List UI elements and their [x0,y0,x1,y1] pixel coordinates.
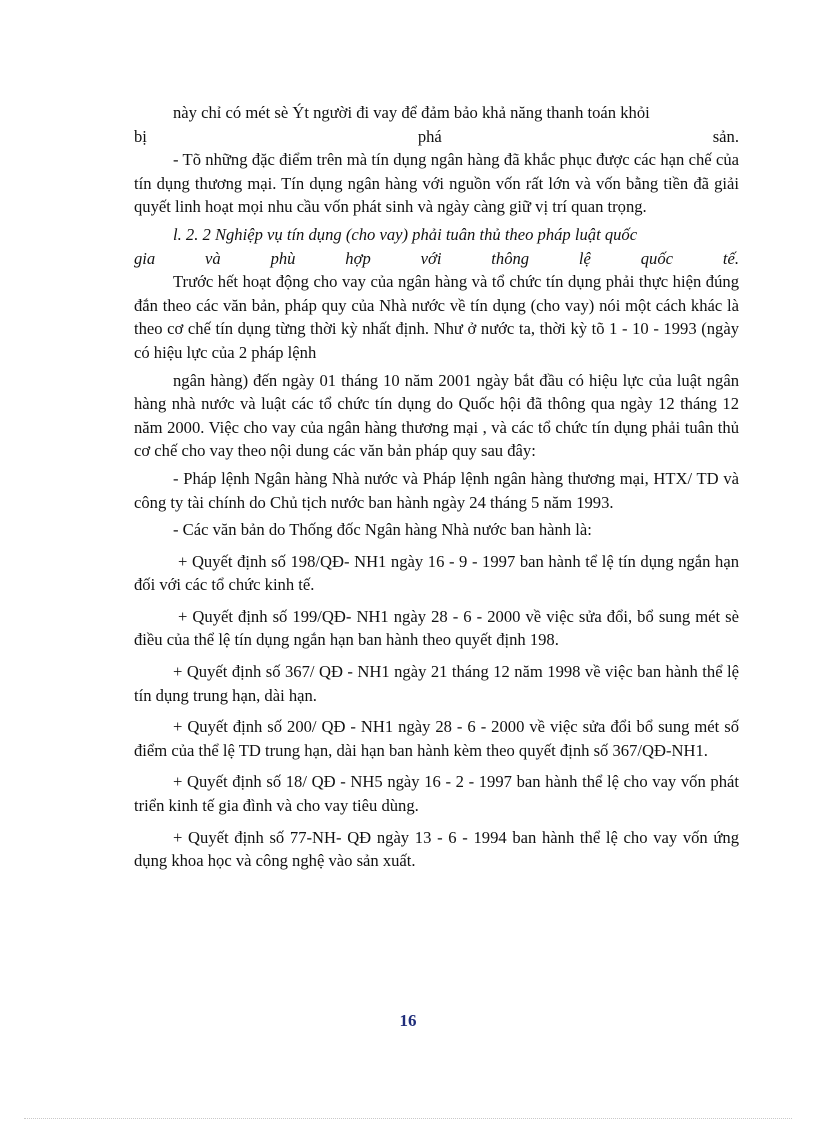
list-item-4: + Quyết định số 200/ QĐ - NH1 ngày 28 - 6 - 2000 về việc sửa đổi bổ sung mét số điểm của thể lệ TD trung hạn, dài hạn ban hành kèm theo quyết định số 367/QĐ-NH1. [134,717,739,760]
paragraph-6: - Các văn bản do Thống đốc Ngân hàng Nhà nước ban hành là: [173,520,592,540]
paragraph-1: này chỉ có mét sè Ýt người đi vay để đảm bảo khả năng thanh toán khỏi [173,103,650,122]
paragraph-3: Trước hết hoạt động cho vay của ngân hàng và tổ chức tín dụng phải thực hiện đúng đắn theo các văn bản, pháp quy của Nhà nước về tín dụng (cho vay) nói một cách khác là theo cơ chế tín dụng từng thời kỳ nhất định. Như ở nước ta, thời kỳ tõ 1 - 10 - 1993 (ngày có hiệu lực của 2 pháp lệnh [134,272,739,362]
list-item-3: + Quyết định số 367/ QĐ - NH1 ngày 21 tháng 12 năm 1998 về việc ban hành thể lệ tín dụng trung hạn, dài hạn. [134,662,739,705]
footer-divider [24,1118,792,1119]
list-item-6: + Quyết định số 77-NH- QĐ ngày 13 - 6 - 1994 ban hành thể lệ cho vay vốn ứng dụng khoa học và công nghệ vào sản xuất. [134,827,739,871]
paragraph-5: - Pháp lệnh Ngân hàng Nhà nước và Pháp lệnh ngân hàng thương mại, HTX/ TD và công ty tài chính do Chủ tịch nước ban hành ngày 24 tháng 5 năm 1993. [134,468,739,512]
page-number: 16 [399,1011,417,1030]
paragraph-1-continuation: bị phá sản. [134,126,739,146]
list-item-1: + Quyết định số 198/QĐ- NH1 ngày 16 - 9 - 1997 ban hành tể lệ tín dụng ngắn hạn đối với các tổ chức kinh tế. [134,551,739,595]
paragraph-2: - Tõ những đặc điểm trên mà tín dụng ngân hàng đã khắc phục được các hạn chế của tín dụng thương mại. Tín dụng ngân hàng với nguồn vốn rất lớn và vốn bằng tiền đã giải quyết linh hoạt mọi nhu cầu vốn phát sinh và ngày càng giữ vị trí quan trọng. [134,150,739,217]
section-heading: l. 2. 2 Nghiệp vụ tín dụng (cho vay) phải tuân thủ theo pháp luật quốc [173,224,638,244]
list-item-2: + Quyết định số 199/QĐ- NH1 ngày 28 - 6 - 2000 về việc sửa đổi, bổ sung mét sè điều của thể lệ tín dụng ngắn hạn ban hành theo quyết định 198. [134,606,739,650]
list-item-5: + Quyết định số 18/ QĐ - NH5 ngày 16 - 2 - 1997 ban hành thể lệ cho vay vốn phát triển kinh tế gia đình và cho vay tiêu dùng. [134,772,739,816]
paragraph-4: ngân hàng) đến ngày 01 tháng 10 năm 2001 ngày bắt đầu có hiệu lực của luật ngân hàng nhà nước và luật các tổ chức tín dụng do Quốc hội đã thông qua ngày 12 tháng 12 năm 2000. Việc cho vay của ngân hàng thương mại , và các tổ chức tín dụng phải tuân thủ cơ chế cho vay theo nội dung các văn bản pháp quy sau đây: [134,370,739,461]
body-text [134,101,739,873]
section-heading-continuation: gia và phù hợp với thông lệ quốc tế. [134,248,739,268]
